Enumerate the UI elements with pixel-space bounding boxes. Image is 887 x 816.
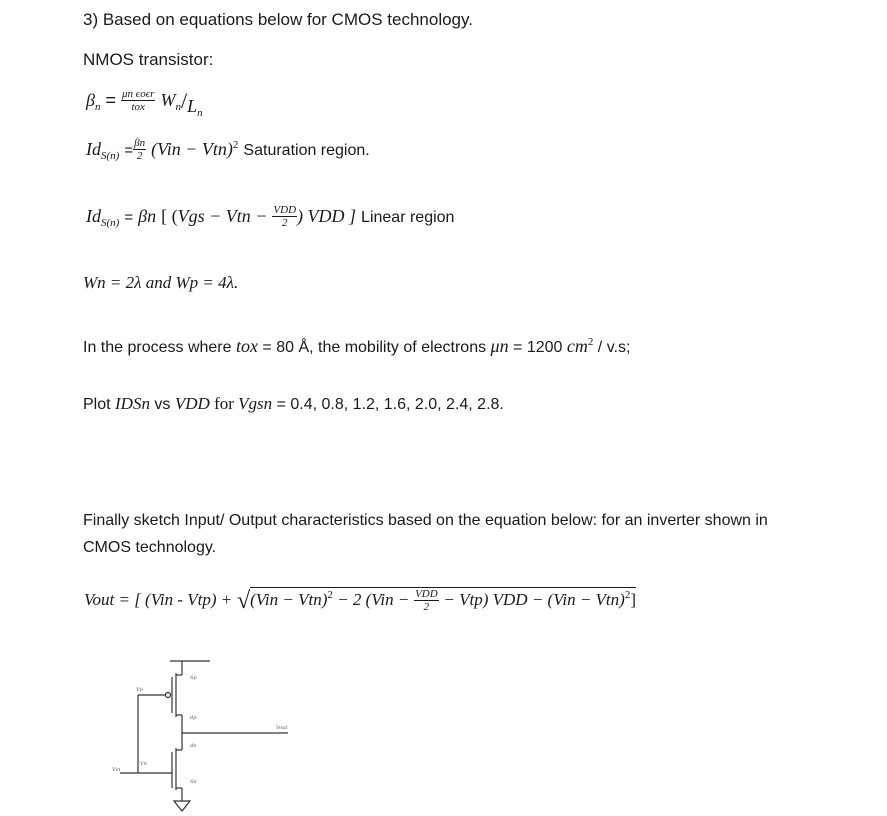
beta-equals: = (105, 90, 116, 110)
sqrt-icon: √ (236, 588, 251, 614)
vout-lhs: Vout = [ (Vin - Vtp) + (84, 590, 233, 609)
vn-label: Vn (140, 761, 147, 767)
sat-lhs-sub: S(n) (101, 149, 120, 162)
linear-equation (86, 205, 454, 229)
beta-w: W (160, 90, 176, 110)
beta-l: L (187, 96, 198, 116)
plot-for: for (209, 394, 239, 413)
vout-den: 2 (423, 600, 430, 613)
process-mu: μn (490, 336, 509, 356)
sat-fraction (133, 138, 146, 162)
vin-label: Vin (112, 767, 121, 773)
final-line-1: Finally sketch Input/ Output characteristics based on the equation below: for an inverter shown in (83, 512, 768, 529)
process-post: / v.s; (593, 339, 631, 356)
plot-values: = 0.4, 0.8, 1.2, 1.6, 2.0, 2.4, 2.8. (272, 396, 504, 413)
ground-icon (174, 801, 190, 811)
vout-num: VDD (415, 587, 438, 600)
plot-line (83, 394, 504, 414)
sat-body: (Vin − Vtn) (151, 138, 233, 159)
process-mid: = 80 Å, the mobility of electrons (257, 339, 491, 356)
sat-equals: = (124, 141, 134, 159)
pmos-bubble (166, 693, 171, 698)
pmos-source-label: Sp (190, 675, 197, 681)
process-unit-pow: 2 (587, 336, 594, 348)
sqrt-content (250, 587, 636, 613)
beta-den: tox (131, 101, 145, 114)
vout-pow-a: 2 (327, 589, 333, 601)
vout-equation (84, 588, 636, 615)
sat-lhs: Id (86, 138, 101, 159)
final-line-2: CMOS technology. (83, 539, 217, 556)
vout-pow-c: 2 (624, 589, 631, 601)
sat-num: βn (134, 137, 146, 149)
beta-fraction (121, 89, 155, 113)
sat-label: Saturation region. (243, 141, 370, 159)
cmos-inverter-circuit (110, 655, 310, 815)
process-pre: In the process where (83, 339, 236, 356)
vout-inside-b: − 2 (Vin − (332, 590, 410, 609)
lin-vgs: Vgs − Vtn − (177, 205, 268, 226)
process-line (83, 336, 630, 357)
nmos-title: NMOS transistor: (83, 50, 214, 69)
vp-label: Vp (136, 687, 143, 693)
nmos-drain-label: dn (190, 743, 197, 749)
lin-label: Linear region (361, 208, 455, 226)
plot-vs: vs (149, 396, 175, 413)
vout-inside-c: − Vtp) VDD − (Vin − Vtn) (443, 590, 625, 609)
lin-lhs-sub: S(n) (101, 216, 120, 229)
beta-w-sub: n (175, 101, 181, 113)
vout-label: Vout (276, 725, 288, 731)
lin-fraction (272, 205, 297, 229)
beta-num: μn ϵoϵr (122, 88, 155, 101)
vout-end: ] (630, 590, 636, 609)
lin-num: VDD (273, 204, 297, 216)
sat-den: 2 (136, 150, 143, 162)
beta-slash: / (180, 88, 188, 113)
vout-inside-a: (Vin − Vtn) (250, 590, 328, 609)
vout-fraction (414, 589, 439, 613)
lin-equals: = (124, 208, 134, 226)
plot-vdd: VDD (174, 394, 210, 413)
process-val: = 1200 (508, 339, 567, 356)
beta-equation (86, 88, 203, 119)
lin-den: 2 (281, 217, 288, 229)
plot-ids: IDSn (115, 394, 150, 413)
plot-pre: Plot (83, 396, 116, 413)
lin-lhs: Id (86, 205, 101, 226)
lin-close: ) VDD ] (297, 205, 357, 226)
nmos-source-label: Sn (190, 779, 197, 785)
problem-heading: 3) Based on equations below for CMOS technology. (83, 10, 473, 29)
lin-open: [ ( (161, 205, 178, 226)
process-unit: cm (566, 336, 588, 356)
saturation-equation (86, 138, 370, 162)
pmos-drain-label: dp (190, 715, 197, 721)
beta-l-sub: n (197, 107, 203, 119)
sat-power: 2 (232, 138, 239, 151)
widths-line: Wn = 2λ and Wp = 4λ. (83, 273, 239, 292)
plot-vgs: Vgsn (238, 394, 273, 413)
beta-lhs: β (86, 90, 95, 110)
beta-lhs-sub: n (94, 101, 101, 113)
lin-beta: βn (138, 205, 157, 226)
process-tox: tox (235, 336, 258, 356)
